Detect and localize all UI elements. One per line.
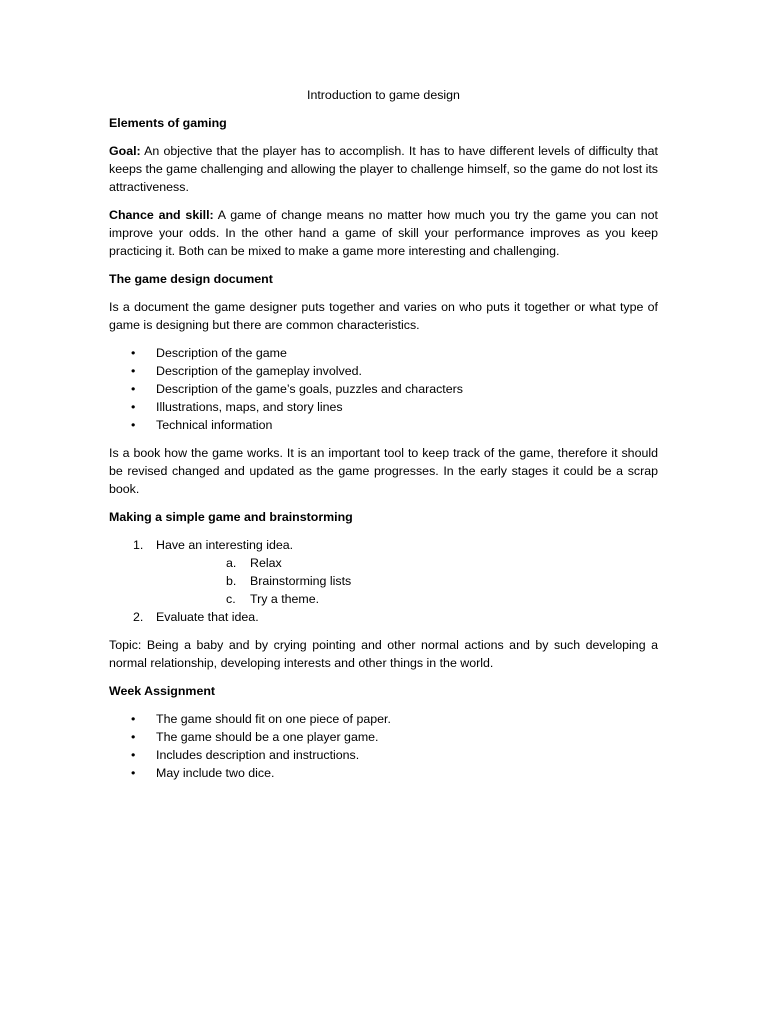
chance-text: A game of change means no matter how much you try the game you can not improve your odds. In the other hand a game of skill your performance improves as you keep practicing it. Both can be mixed to make a game more interesting and challenging. [109, 208, 658, 258]
heading-making-simple-game: Making a simple game and brainstorming [109, 510, 353, 524]
bullet-icon: • [131, 364, 136, 378]
list-item [109, 746, 658, 764]
list-item-text: Description of the gameplay involved. [156, 364, 362, 378]
list-item [109, 710, 658, 728]
step-text: Have an interesting idea. [156, 538, 294, 552]
list-item [109, 728, 658, 746]
substep-item [156, 554, 658, 572]
list-item [109, 380, 658, 398]
bullet-icon: • [131, 748, 136, 762]
bullet-icon: • [131, 766, 136, 780]
bullet-icon: • [131, 400, 136, 414]
list-item [109, 416, 658, 434]
paragraph-gdd-intro: Is a document the game designer puts together and varies on who puts it together or what type of game is designing but there are common characteristics. [109, 300, 658, 332]
paragraph-gdd-after: Is a book how the game works. It is an important tool to keep track of the game, therefore it should be revised changed and updated as the game progresses. In the early stages it could be a scrap book. [109, 446, 658, 496]
list-item-text: Includes description and instructions. [156, 748, 360, 762]
week-bullet-list [109, 710, 658, 782]
list-item-text: May include two dice. [156, 766, 275, 780]
heading-game-design-document: The game design document [109, 272, 273, 286]
list-item-text: The game should fit on one piece of paper. [156, 712, 391, 726]
substep-list [156, 554, 658, 608]
step-number: 2. [133, 610, 144, 624]
steps-numbered-list [109, 536, 658, 626]
bullet-icon: • [131, 346, 136, 360]
list-item [109, 362, 658, 380]
list-item-text: Description of the game [156, 346, 287, 360]
substep-item [156, 590, 658, 608]
substep-text: Try a theme. [250, 592, 320, 606]
list-item-text: Technical information [156, 418, 273, 432]
step-item [109, 536, 658, 608]
substep-item [156, 572, 658, 590]
step-item [109, 608, 658, 626]
chance-label: Chance and skill: [109, 208, 214, 222]
paragraph-goal [109, 142, 658, 196]
bullet-icon: • [131, 730, 136, 744]
bullet-icon: • [131, 712, 136, 726]
bullet-icon: • [131, 382, 136, 396]
list-item-text: Illustrations, maps, and story lines [156, 400, 343, 414]
heading-elements-of-gaming: Elements of gaming [109, 116, 227, 130]
substep-text: Brainstorming lists [250, 574, 352, 588]
substep-letter: c. [226, 592, 236, 606]
list-item [109, 344, 658, 362]
paragraph-topic: Topic: Being a baby and by crying pointing and other normal actions and by such developing a normal relationship, developing interests and other things in the world. [109, 638, 658, 670]
list-item [109, 764, 658, 782]
substep-letter: a. [226, 556, 237, 570]
document-title: Introduction to game design [307, 88, 460, 102]
list-item-text: Description of the game’s goals, puzzles and characters [156, 382, 463, 396]
step-number: 1. [133, 538, 144, 552]
goal-text: An objective that the player has to accomplish. It has to have different levels of difficulty that keeps the game challenging and allowing the player to challenge himself, so the game do not lost its attractiveness. [109, 144, 658, 194]
document-page [109, 86, 658, 792]
list-item [109, 398, 658, 416]
substep-letter: b. [226, 574, 237, 588]
bullet-icon: • [131, 418, 136, 432]
substep-text: Relax [250, 556, 282, 570]
paragraph-chance-and-skill [109, 206, 658, 260]
goal-label: Goal: [109, 144, 141, 158]
heading-week-assignment: Week Assignment [109, 684, 216, 698]
list-item-text: The game should be a one player game. [156, 730, 379, 744]
gdd-bullet-list [109, 344, 658, 434]
step-text: Evaluate that idea. [156, 610, 259, 624]
